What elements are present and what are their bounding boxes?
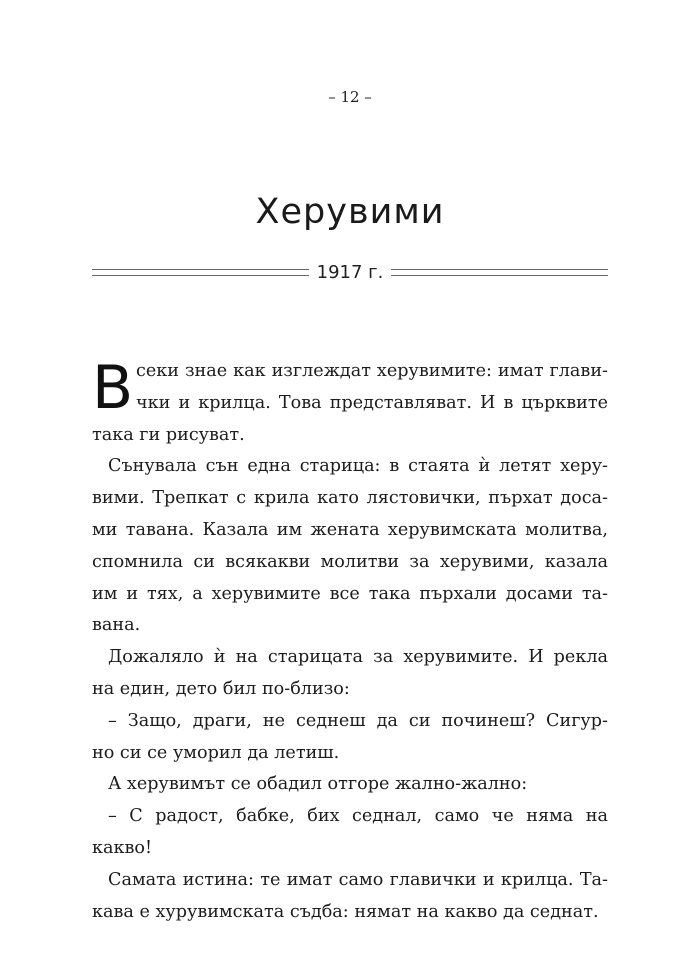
text-line: какво! [92, 837, 153, 858]
left-double-rule [92, 269, 309, 276]
text-line: вана. [92, 615, 141, 636]
text-line: спомнила си всякакви молитви за херувими, казала [92, 551, 608, 572]
chapter-date: 1917 г. [316, 261, 384, 283]
text-line: – Защо, драги, не седнеш да си починеш? Сигур- [108, 710, 608, 731]
right-double-rule [391, 269, 608, 276]
text-line: така ги рисуват. [92, 424, 245, 445]
text-line: чки и крилца. Това представляват. И в църквите [136, 392, 608, 413]
text-line: Самата истина: те имат само главички и крилца. Та- [108, 869, 608, 890]
text-line: – С радост, бабке, бих седнал, само че няма на [108, 806, 608, 827]
text-line: но си се уморил да летиш. [92, 742, 340, 763]
text-line: секи знае как изглеждат херувимите: имат глави- [136, 361, 608, 381]
drop-cap: В [92, 353, 134, 423]
text-line: на един, дето бил по-близо: [92, 678, 350, 699]
page-number: – 12 – [328, 88, 372, 106]
text-line: А херувимът се обадил отгоре жално-жално: [108, 774, 528, 795]
story-text [92, 353, 608, 928]
chapter-title: Херувими [255, 192, 445, 232]
text-line: Дожаляло ѝ на старицата за херувимите. И рекла [108, 647, 608, 668]
text-line: вими. Трепкат с крила като лястовички, пърхат доса- [92, 488, 608, 509]
text-line: Сънувала сън една старица: в стаята ѝ летят херу- [108, 456, 608, 477]
chapter-date-row [92, 258, 608, 286]
text-line: ми тавана. Казала им жената херувимската молитва, [92, 519, 608, 540]
text-line: кава е хурувимската съдба: нямат на какво да седнат. [92, 901, 599, 922]
text-line: им и тях, а херувимите все така пърхали досами та- [92, 583, 608, 604]
